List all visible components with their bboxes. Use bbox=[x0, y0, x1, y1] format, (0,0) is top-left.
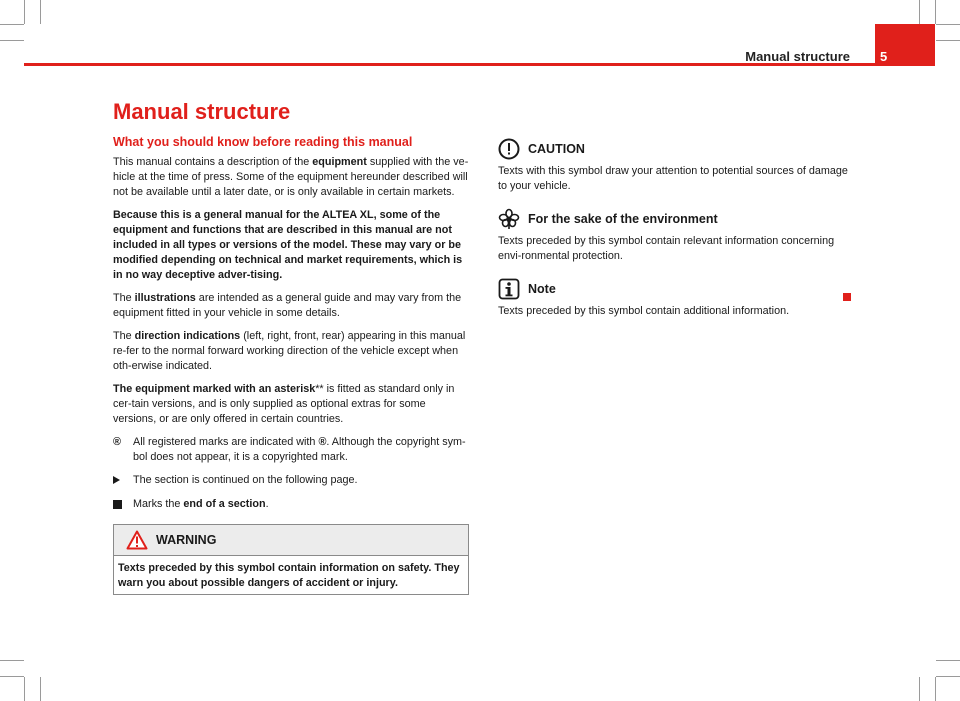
asterisk-paragraph bbox=[113, 382, 469, 427]
legend-end-text bbox=[133, 497, 469, 512]
general-manual-paragraph bbox=[113, 208, 469, 283]
warning-title: WARNING bbox=[156, 533, 217, 547]
illustrations-paragraph bbox=[113, 291, 469, 321]
crop-mark bbox=[24, 677, 25, 701]
running-header-title: Manual structure bbox=[745, 49, 850, 64]
crop-mark bbox=[0, 660, 24, 661]
intro-bold: equipment bbox=[312, 156, 367, 168]
legend-symbol-cell bbox=[113, 473, 133, 489]
crop-mark bbox=[0, 24, 24, 25]
crop-mark bbox=[936, 24, 960, 25]
section-heading: What you should know before reading this manual bbox=[113, 135, 413, 149]
crop-mark bbox=[40, 0, 41, 24]
right-column bbox=[498, 136, 858, 331]
info-note-icon bbox=[498, 278, 520, 300]
note-notice bbox=[498, 276, 858, 319]
warning-body: Texts preceded by this symbol contain information on safety. They warn you about possible dangers of accident or injury. bbox=[118, 562, 460, 589]
general-manual-text: Because this is a general manual for the ALTEA XL, some of the equipment and functions that are described in this manual are not included in all types or versions of the model. These may vary or be modified depending on technical and market requirements, which is in no way deceptive adver-tising. bbox=[113, 209, 463, 281]
caution-notice bbox=[498, 136, 858, 194]
environment-notice bbox=[498, 206, 858, 264]
crop-mark bbox=[935, 677, 936, 701]
illus-text-cont: are intended as a general guide and may vary from the equipment fitted in your vehicle in some details. bbox=[113, 292, 462, 319]
asterisk-bold: The equipment marked with an asterisk bbox=[113, 383, 316, 395]
continued-arrow-icon bbox=[113, 476, 120, 484]
legend-symbol-cell bbox=[113, 497, 133, 514]
legend-end-section bbox=[113, 497, 469, 514]
crop-mark bbox=[24, 0, 25, 24]
note-title: Note bbox=[528, 282, 556, 296]
warning-box bbox=[113, 524, 469, 595]
page-number: 5 bbox=[880, 49, 888, 64]
warning-triangle-icon bbox=[126, 530, 148, 550]
crop-mark bbox=[40, 677, 41, 701]
warning-header bbox=[114, 525, 468, 556]
crop-mark bbox=[919, 0, 920, 24]
legend-registered bbox=[113, 435, 469, 465]
left-column bbox=[113, 98, 469, 595]
caution-title: CAUTION bbox=[528, 142, 585, 156]
crop-mark bbox=[0, 40, 24, 41]
crop-mark bbox=[919, 677, 920, 701]
crop-mark bbox=[0, 676, 24, 677]
environment-title: For the sake of the environment bbox=[528, 212, 718, 226]
legend-registered-text bbox=[133, 435, 469, 465]
asterisk-text: ** is fitted as standard only in cer-tain versions, and is only supplied as optional extras for some versions, or are only offered in certain countries. bbox=[113, 383, 455, 425]
environment-header bbox=[498, 206, 858, 232]
illus-bold: illustrations bbox=[134, 292, 196, 304]
end-section-mark bbox=[843, 293, 851, 301]
end-text-cont: . bbox=[265, 498, 269, 510]
crop-mark bbox=[936, 40, 960, 41]
intro-paragraph bbox=[113, 155, 469, 200]
registered-inline-symbol: ® bbox=[318, 436, 327, 448]
crop-mark bbox=[936, 660, 960, 661]
dir-bold: direction indications bbox=[134, 330, 241, 342]
dir-text-cont: (left, right, front, rear) appearing in this manual re-fer to the normal forward working direction of the vehicle except when oth-erwise indicated. bbox=[113, 330, 466, 372]
registered-icon: ® bbox=[113, 436, 121, 448]
end-bold: end of a section bbox=[183, 498, 266, 510]
registered-text-cont: . Although the copyright sym-bol does not appear, it is a copyrighted mark. bbox=[133, 436, 466, 463]
intro-text-cont: supplied with the ve-hicle at the time of press. Some of the equipment hereunder described will not be available until a later date, or is only available in certain markets. bbox=[113, 156, 469, 198]
end-section-square-icon bbox=[113, 500, 122, 509]
direction-paragraph bbox=[113, 329, 469, 374]
caution-body: Texts with this symbol draw your attention to potential sources of damage to your vehicle. bbox=[498, 165, 848, 192]
dir-text: The bbox=[113, 330, 135, 342]
exclamation-circle-icon bbox=[498, 138, 520, 160]
caution-header bbox=[498, 136, 858, 162]
crop-mark bbox=[935, 0, 936, 24]
legend-continued-text: The section is continued on the following page. bbox=[133, 474, 358, 486]
illus-text: The bbox=[113, 292, 135, 304]
chapter-title: Manual structure bbox=[113, 99, 291, 124]
intro-text: This manual contains a description of the bbox=[113, 156, 313, 168]
note-body: Texts preceded by this symbol contain additional information. bbox=[498, 305, 790, 317]
registered-text: All registered marks are indicated with bbox=[133, 436, 319, 448]
environment-body: Texts preceded by this symbol contain relevant information concerning envi-ronmental protection. bbox=[498, 235, 835, 262]
flower-icon bbox=[498, 208, 520, 230]
crop-mark bbox=[936, 676, 960, 677]
legend-continued bbox=[113, 473, 469, 489]
note-header bbox=[498, 276, 858, 302]
end-text: Marks the bbox=[133, 498, 184, 510]
